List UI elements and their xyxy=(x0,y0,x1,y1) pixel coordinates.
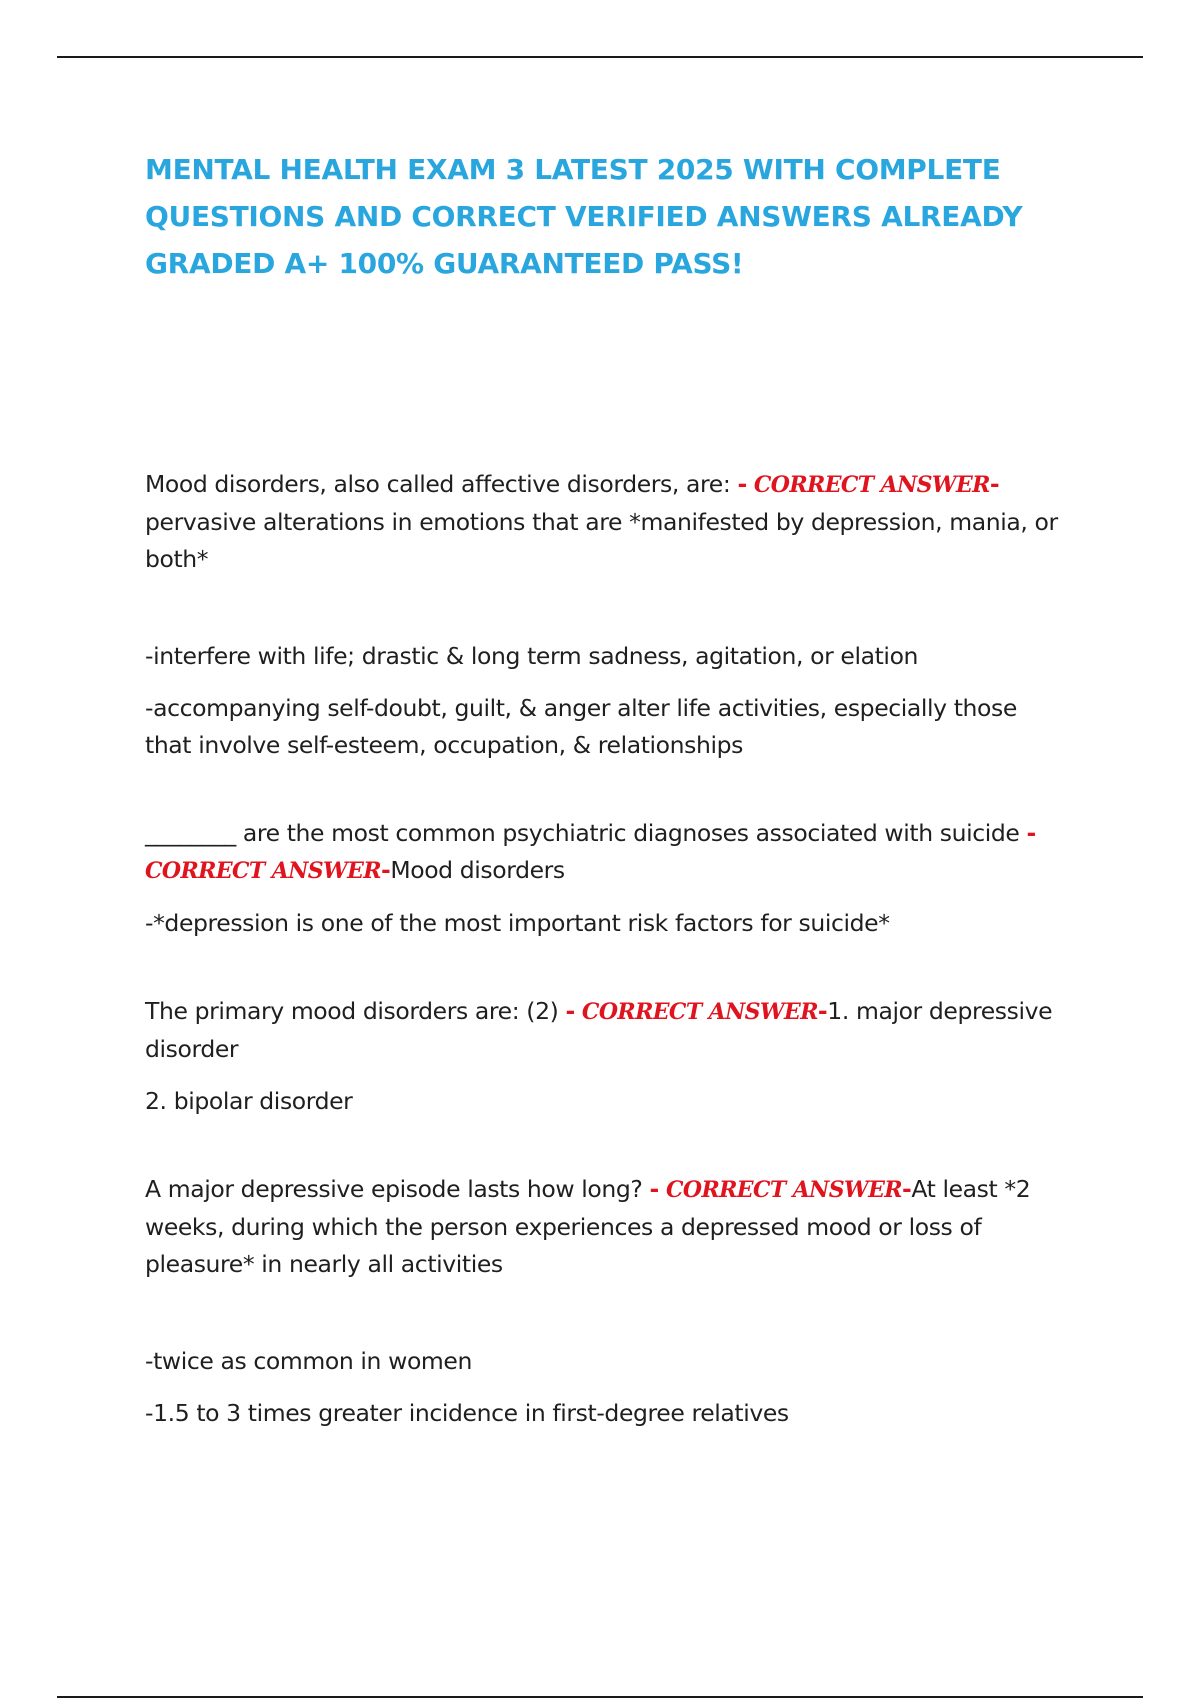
document-title: MENTAL HEALTH EXAM 3 LATEST 2025 WITH COMPLETE QUESTIONS AND CORRECT VERIFIED ANSWERS ALREADY GRADED A+ 100% GUARANTEED PASS! xyxy=(145,153,1023,280)
answer-text: At least *2 weeks, during which the person experiences a depressed mood or loss of pleasure* in nearly all activities xyxy=(145,1175,1031,1278)
answer-marker: CORRECT ANSWER xyxy=(581,999,818,1025)
question-text: The primary mood disorders are: (2) xyxy=(145,997,559,1025)
note-line: -twice as common in women xyxy=(145,1347,472,1375)
qa-item: Mood disorders, also called affective disorders, are: - CORRECT ANSWER- pervasive alterations in emotions that are *manifested by depression, mania, or both* xyxy=(145,470,1058,573)
answer-text: Mood disorders xyxy=(390,856,565,884)
note-line: -interfere with life; drastic & long term sadness, agitation, or elation xyxy=(145,642,919,670)
note-line: -*depression is one of the most important risk factors for suicide* xyxy=(145,909,890,937)
answer-text: 1. major depressive disorder xyxy=(145,997,1053,1063)
header-rule xyxy=(57,56,1143,58)
answer-marker: CORRECT ANSWER xyxy=(665,1177,902,1203)
qa-item: The primary mood disorders are: (2) - CORRECT ANSWER-1. major depressive disorder xyxy=(145,997,1053,1063)
question-text: ________ are the most common psychiatric diagnoses associated with suicide xyxy=(145,819,1020,847)
question-text: Mood disorders, also called affective disorders, are: xyxy=(145,470,731,498)
question-text: A major depressive episode lasts how long? xyxy=(145,1175,643,1203)
document-body xyxy=(145,466,1065,1432)
note-line: -accompanying self-doubt, guilt, & anger alter life activities, especially those that involve self-esteem, occupation, & relationships xyxy=(145,694,1017,759)
answer-marker: CORRECT ANSWER xyxy=(753,472,990,498)
qa-item: A major depressive episode lasts how long? - CORRECT ANSWER-At least *2 weeks, during which the person experiences a depressed mood or loss of pleasure* in nearly all activities xyxy=(145,1175,1031,1278)
footer-rule xyxy=(57,1696,1143,1698)
answer-marker: CORRECT ANSWER xyxy=(145,858,381,884)
note-line: 2. bipolar disorder xyxy=(145,1087,353,1115)
note-line: -1.5 to 3 times greater incidence in first-degree relatives xyxy=(145,1399,789,1427)
answer-text: pervasive alterations in emotions that are *manifested by depression, mania, or both* xyxy=(145,508,1058,573)
qa-item: ________ are the most common psychiatric diagnoses associated with suicide - CORRECT ANSWER-Mood disorders xyxy=(145,819,1036,884)
